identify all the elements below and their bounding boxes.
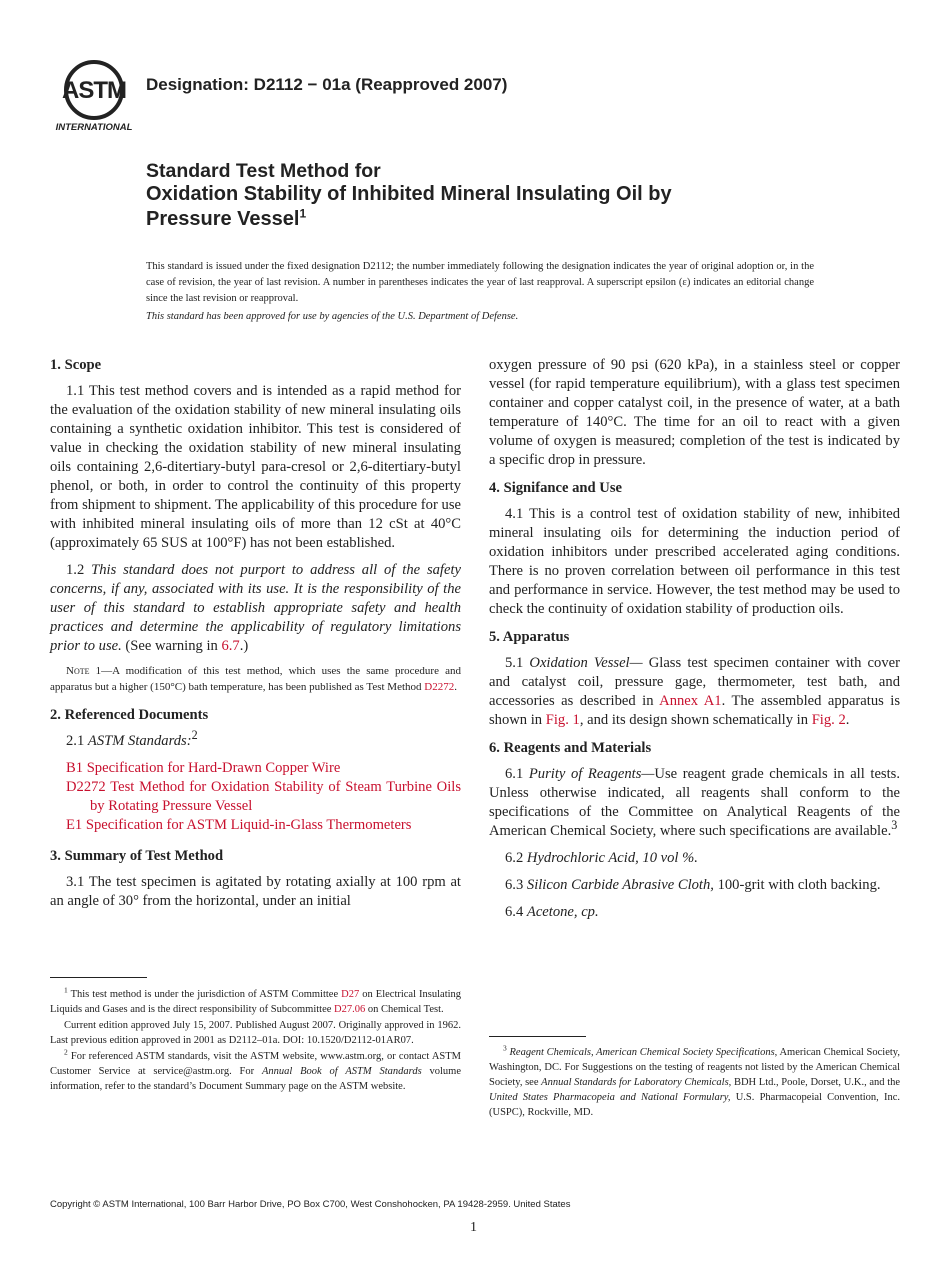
title-line-2: Oxidation Stability of Inhibited Mineral Insulating Oil by [146,183,672,205]
paragraph-6-2: 6.2 Hydrochloric Acid, 10 vol %. [505,850,698,866]
paragraph-1-2: 1.2 This standard does not purport to address all of the safety concerns, if any, associated with its use. It is the responsibility of the user of this standard to establish appropriate safety and health practices and determine the applicability of regulatory limitations prior to use. (See warning in 6.7.) [50,562,461,654]
copyright-notice: Copyright © ASTM International, 100 Barr Harbor Drive, PO Box C700, West Conshohocken, PA 19428-2959. United States [50,1199,571,1210]
footnote-1: $^1$ This test method is under the jurisdiction of ASTM Committee D27 on Electrical Insulating Liquids and Gases and is the direct responsibility of Subcommittee D27.06 on Chemical Test. [50,985,462,1015]
paragraph-1-1: 1.1 This test method covers and is intended as a rapid method for the evaluation of the oxidation stability of new mineral insulating oils containing a synthetic oxidation inhibitor. This test is considered of value in checking the oxidation stability of new mineral insulating oils containing 2,6-ditertiary-butyl para-cresol or 2,6-ditertiary-butyl phenol, or both, in order to control the continuity of this property from shipment to shipment. The applicability of this procedure for use with inhibited mineral insulating oils of more than 12 cSt at 40°C (approximately 65 SUS at 100°F) has not been established. [50,383,461,551]
paragraph-6-3: 6.3 Silicon Carbide Abrasive Cloth, 100-grit with cloth backing. [505,877,881,893]
link-d2272-note[interactable]: D2272 [424,680,455,693]
document-title [146,160,846,232]
footnote-rule-left [50,977,147,978]
link-annex-a1[interactable]: Annex A1 [659,693,722,709]
page-number: 1 [470,1220,477,1235]
section-heading-referenced-documents: 2. Referenced Documents [50,707,209,723]
reference-item[interactable]: D2272 Test Method for Oxidation Stability of Steam Turbine Oils by Rotating Pressure Vessel [66,779,462,814]
note-1: Note 1—A modification of this test method, which uses the same procedure and apparatus but a higher (150°C) bath temperature, has been published as Test Method D2272. [50,665,462,693]
link-6-7[interactable]: 6.7 [221,638,240,654]
title-footnote-mark: 1 [299,206,307,221]
designation: Designation: D2112 − 01a (Reapproved 2007) [146,75,508,94]
title-line-3: Pressure Vessel$^1$ [146,206,307,230]
reference-list [50,759,461,835]
footnote-3: $^3$ Reagent Chemicals, American Chemical Society Specifications, American Chemical Society, Washington, DC. For Suggestions on the testing of reagents not listed by the American Chemical Society, see Annual Standards for Laboratory Chemicals, BDH Ltd., Poole, Dorset, U.K., and the United States Pharmacopeia and National Formulary, U.S. Pharmacopeial Convention, Inc. (USPC), Rockville, MD. [489,1043,901,1118]
svg-text:INTERNATIONAL: INTERNATIONAL [55,122,133,133]
link-d27[interactable]: D27 [341,989,360,1000]
footnotes-left [50,987,461,1095]
reference-item[interactable]: E1 Specification for ASTM Liquid-in-Glass Thermometers [66,817,412,833]
section-heading-significance: 4. Signifance and Use [489,480,622,496]
link-fig-1[interactable]: Fig. 1 [545,712,580,728]
section-heading-scope: 1. Scope [50,357,102,373]
paragraph-6-4: 6.4 Acetone, cp. [505,904,599,920]
reference-item[interactable]: B1 Specification for Hard-Drawn Copper Wire [66,760,341,776]
link-d27-06[interactable]: D27.06 [334,1004,366,1015]
paragraph-3-1: 3.1 The test specimen is agitated by rotating axially at 100 rpm at an angle of 30° from the horizontal, under an initial [50,874,461,909]
section-heading-apparatus: 5. Apparatus [489,629,570,645]
paragraph-5-1: 5.1 Oxidation Vessel— Glass test specimen container with cover and catalyst coil, pressure gage, thermometer, test bath, and accessories as described in Annex A1. The assembled apparatus is shown in Fig. 1, and its design shown schematically in Fig. 2. [489,655,901,728]
footnote-2: $^2$ For referenced ASTM standards, visit the ASTM website, www.astm.org, or contact ASTM Customer Service at service@astm.org. For Annual Book of ASTM Standards volume information, refer to the standard’s Document Summary page on the ASTM website. [50,1047,461,1092]
paragraph-3-1-continued: oxygen pressure of 90 psi (620 kPa), in a stainless steel or copper vessel (for rapid temperature equilibrium), with a glass test specimen container and copper catalyst coil, in the presence of water, at a bath temperature of 140°C. The time for an oil to react with a given volume of oxygen is measured; completion of the test is indicated by a specific drop in pressure. [489,357,900,468]
paragraph-4-1: 4.1 This is a control test of oxidation stability of new, inhibited mineral insulating oils for determining the induction period of oxidation inhibitors under prescribed accelerated aging conditions. There is no proven correlation between oil performance in this test and performance in service. However, the test method may be used to check the continuity of oxidation stability of production oils. [489,506,900,617]
title-line-1: Standard Test Method for [146,160,381,182]
footnotes-right [489,1045,900,1121]
svg-text:ASTM: ASTM [62,77,126,104]
dod-approval-note: This standard has been approved for use by agencies of the U.S. Department of Defense. [146,311,519,322]
preamble: This standard is issued under the fixed designation D2112; the number immediately following the designation indicates the year of original adoption or, in the case of revision, the year of last revision. A number in parentheses indicates the year of last reapproval. A superscript epsilon (ε) indicates an editorial change since the last revision or reapproval. [146,261,814,304]
left-column [50,355,461,919]
footnote-1-edition: Current edition approved July 15, 2007. Published August 2007. Originally approved in 1962. Last previous edition approved in 2001 as D2112–01a. DOI: 10.1520/D2112-01AR07. [50,1020,461,1046]
astm-logo [52,58,136,136]
section-heading-summary: 3. Summary of Test Method [50,848,224,864]
section-heading-reagents: 6. Reagents and Materials [489,740,652,756]
right-column [489,356,900,930]
paragraph-2-1: 2.1 ASTM Standards:$^2$ [66,728,198,749]
paragraph-6-1: 6.1 Purity of Reagents—Use reagent grade chemicals in all tests. Unless otherwise indicated, all reagents shall conform to the specifications of the Committee on Analytical Reagents of the American Chemical Society, where such specifications are available.$^3$ [489,766,900,839]
link-fig-2[interactable]: Fig. 2 [811,712,846,728]
footnote-rule-right [489,1036,586,1037]
